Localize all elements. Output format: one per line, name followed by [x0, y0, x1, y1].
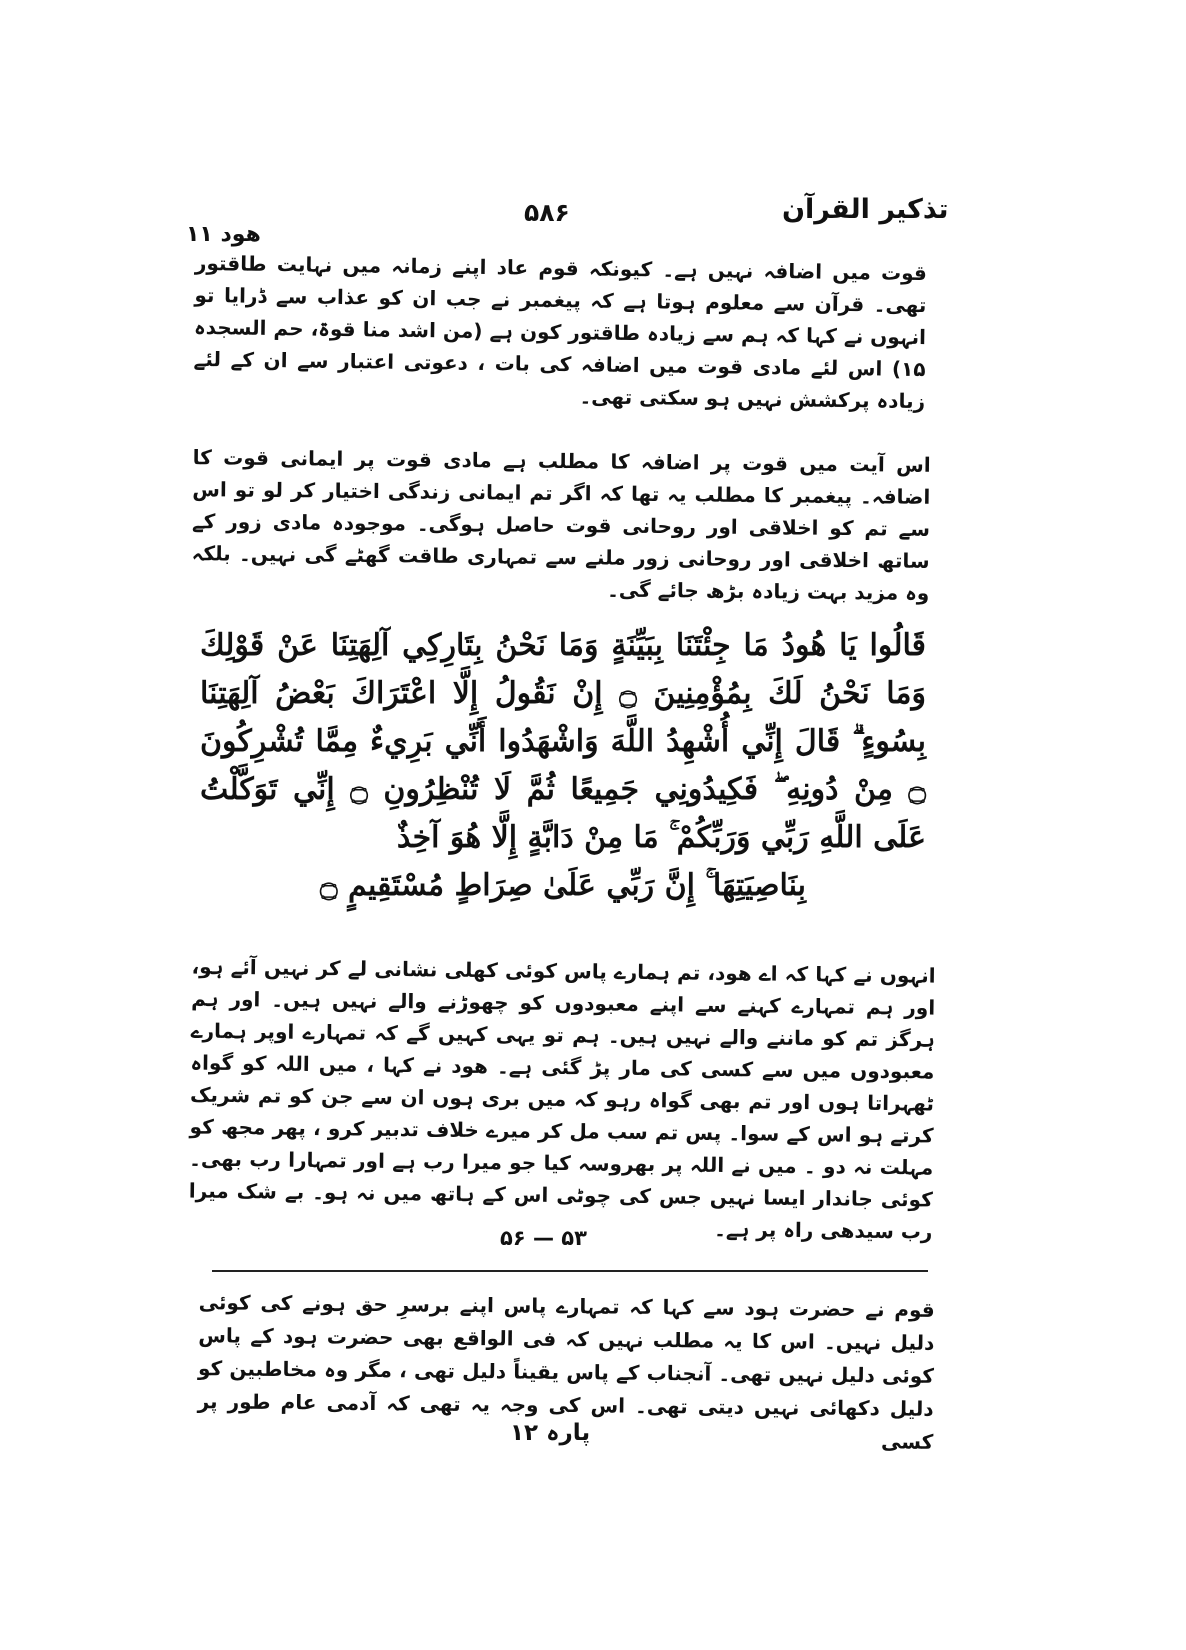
quran-verse-block: [200, 622, 926, 910]
para-footer: پارہ ۱۲: [510, 1420, 591, 1446]
verse-text-end: بِنَاصِيَتِهَا ۚ إِنَّ رَبِّي عَلَىٰ صِرَاطٍ مُسْتَقِيمٍ ۝: [319, 868, 807, 903]
translation-text: انہوں نے کہا کہ اے ھود، تم ہمارے پاس کوئی کھلی نشانی لے کر نہیں آئے ہو، اور ہم تمہارے کہنے سے اپنے معبودوں کو چھوڑنے والے نہیں ہیں۔ اور ہم ہرگز تم کو ماننے والے نہیں ہیں۔ ہم تو یہی کہیں گے کہ تمہارے اوپر ہمارے معبودوں میں سے کسی کی مار پڑ گئی ہے۔ ھود نے کہا ، میں اللہ کو گواہ ٹھہراتا ہوں اور تم بھی گواہ رہو کہ میں بری ہوں ان سے جن کو تم شریک کرتے ہو اس کے سوا۔ پس تم سب مل کر میرے خلاف تدبیر کرو ، پھر مجھ کو مہلت نہ دو ۔ میں نے اللہ پر بھروسہ کیا جو میرا رب ہے اور تمہارا رب بھی۔ کوئی جاندار ایسا نہیں جس کی چوٹی اس کے ہاتھ میں نہ ہو۔ بے شک میرا رب سیدھی راہ پر ہے۔: [188, 954, 936, 1244]
footnote-text: قوم نے حضرت ہود سے کہا کہ تمہارے پاس اپنے برسرِ حق ہونے کی کوئی دلیل نہیں۔ اس کا یہ مطلب نہیں کہ فی الواقع بھی حضرت ہود کے پاس کوئی دلیل نہیں تھی۔ آنجناب کے پاس یقیناً دلیل تھی ، مگر وہ مخاطبین کو دلیل دکھائی نہیں دیتی تھی۔ اس کی وجہ یہ تھی کہ آدمی عام طور پر کسی: [197, 1290, 935, 1454]
verse-text: قَالُوا يَا هُودُ مَا جِئْتَنَا بِبَيِّنَةٍ وَمَا نَحْنُ بِتَارِكِي آلِهَتِنَا عَنْ قَوْلِكَ وَمَا نَحْنُ لَكَ بِمُؤْمِنِينَ ۝ إِنْ نَقُولُ إِلَّا اعْتَرَاكَ بَعْضُ آلِهَتِنَا بِسُوءٍ ۗ قَالَ إِنِّي أُشْهِدُ اللَّهَ وَاشْهَدُوا أَنِّي بَرِيءٌ مِمَّا تُشْرِكُونَ ۝ مِنْ دُونِهِ ۖ فَكِيدُونِي جَمِيعًا ثُمَّ لَا تُنْظِرُونِ ۝ إِنِّي تَوَكَّلْتُ عَلَى اللَّهِ رَبِّي وَرَبِّكُمْ ۚ مَا مِنْ دَابَّةٍ إِلَّا هُوَ آخِذٌ: [200, 628, 926, 855]
book-title: تذکیر القرآن: [782, 194, 949, 225]
page-number: ۵۸۶: [524, 198, 570, 227]
commentary-paragraph-1: [193, 247, 927, 417]
commentary-text-2: اس آیت میں قوت پر اضافہ کا مطلب ہے مادی قوت پر ایمانی قوت کا اضافہ۔ پیغمبر کا مطلب یہ تھا کہ اگر تم ایمانی زندگی اختیار کر لو تو اس سے تم کو اخلاقی اور روحانی قوت حاصل ہوگی۔ موجودہ مادی زور کے ساتھ اخلاقی اور روحانی زور ملنے سے تمہاری طاقت گھٹے گی نہیں۔ بلکہ وہ مزید بہت زیادہ بڑھ جائے گی۔: [191, 445, 931, 605]
translation-paragraph: [188, 950, 935, 1247]
verse-range: ۵۳ — ۵۶: [500, 1226, 587, 1250]
commentary-text-1: قوت میں اضافہ نہیں ہے۔ کیونکہ قوم عاد اپنے زمانہ میں نہایت طاقتور تھی۔ قرآن سے معلوم ہوتا ہے کہ پیغمبر نے جب ان کو عذاب سے ڈرایا تو انہوں نے کہا کہ ہم سے زیادہ طاقتور کون ہے (من اشد منا قوۃ، حم السجدہ ۱۵) اس لئے مادی قوت میں اضافہ کی بات ، دعوتی اعتبار سے ان کے لئے زیادہ پرکشش نہیں ہو سکتی تھی۔: [193, 250, 928, 414]
commentary-paragraph-2: [191, 441, 931, 609]
footnote-divider: [212, 1270, 928, 1272]
surah-name: ھود ۱۱: [186, 222, 261, 247]
